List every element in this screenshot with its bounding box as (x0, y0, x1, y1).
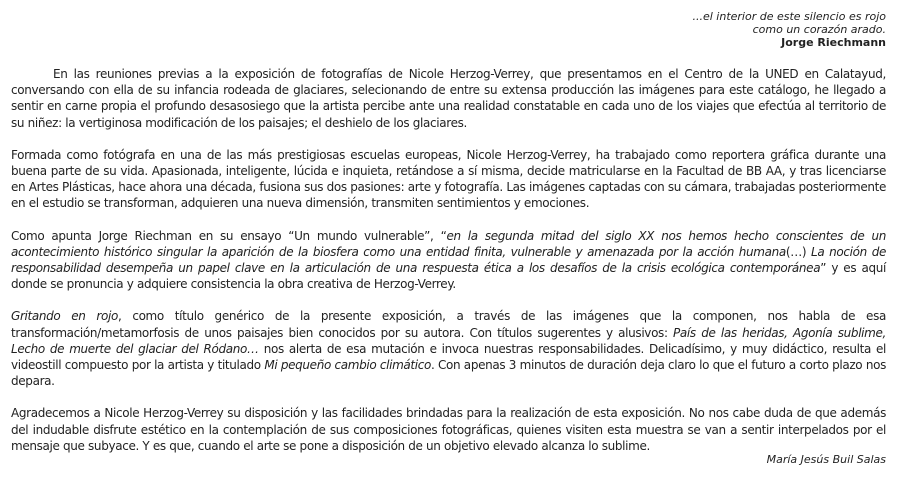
paragraph-2: Formada como fotógrafa en una de las más prestigiosas escuelas europeas, Nicole Herzog-Verrey, ha trabajado como reportera gráfica durante una buena parte de su vida. Apasionada, inteligente, lúcida e inquieta, retándose a sí misma, decide matricularse en la Facultad de BB AA, y tras licenciarse en Artes Plásticas, hace ahora una década, fusiona sus dos pasiones: arte y fotografía. Las imágenes captadas con su cámara, trabajadas posteriormente en el estudio se transforman, adquieren una nueva dimensión, transmiten sentimientos y emociones. (11, 147, 886, 211)
paragraph-3-intro: Como apunta Jorge Riechman en su ensayo “Un mundo vulnerable”, “ (11, 228, 447, 243)
epigraph-line-2: como un corazón arado. (752, 23, 886, 36)
paragraph-3-outro: ” y es aquí donde se pronuncia y adquiere consistencia la obra creativa de Herzog-Verrey. (11, 261, 886, 292)
paragraph-4 (11, 308, 886, 389)
paragraph-4-text-3: . Con apenas 3 minutos de duración deja claro lo que el futuro a corto plazo nos depara. (11, 358, 886, 389)
epigraph (626, 10, 886, 49)
video-title: Mi pequeño cambio climático (264, 358, 431, 373)
paragraph-3-quote-1: en la segunda mitad del siglo XX nos hemos hecho conscientes de un acontecimiento histórico singular la aparición de la biosfera como una entidad finita, vulnerable y amenazada por la acción humana (11, 228, 886, 259)
paragraph-1: En las reuniones previas a la exposición de fotografías de Nicole Herzog-Verrey, que presentamos en el Centro de la UNED en Calatayud, conversando con ella de su infancia rodeada de glaciares, selecionando de entre su extensa producción las imágenes para este catálogo, he llegado a sentir en carne propia el profundo desasosiego que la artista percibe ante una realidad constatable en cada uno de los viajes que efectúa al territorio de su niñez: la vertiginosa modificación de los paisajes; el deshielo de los glaciares. (11, 67, 886, 130)
paragraph-5: Agradecemos a Nicole Herzog-Verrey su disposición y las facilidades brindadas para la realización de esta exposición. No nos cabe duda de que además del indudable disfrute estético en la contemplación de sus composiciones fotográficas, quienes visiten esta muestra se van a sentir interpelados por el mensaje que subyace. Y es que, cuando el arte se pone a disposición de un objetivo elevado alcanza lo sublime. (11, 406, 886, 453)
epigraph-author: Jorge Riechmann (781, 36, 886, 49)
paragraph-3-ellipsis: (…) (785, 244, 812, 259)
article-body (11, 66, 886, 470)
paragraph-3 (11, 228, 886, 293)
author-signature: María Jesús Buil Salas (766, 453, 886, 466)
exhibition-title: Gritando en rojo (11, 309, 118, 324)
paragraph-4-text-1: , como título genérico de la presente exposición, a través de las imágenes que la componen, nos habla de esa transformación/metamorfosis de unos paisajes bien conocidos por su autora. Con títulos sugerentes y alusivos: (11, 309, 886, 340)
paragraph-4-text-2: nos alerta de esa mutación e invoca nuestras responsabilidades. Delicadísimo, y muy didáctico, resulta el videostill compuesto por la artista y titulado (11, 341, 886, 373)
epigraph-line-1: ...el interior de este silencio es rojo (692, 10, 886, 23)
work-titles: País de las heridas, Agonía sublime, Lecho de muerte del glaciar del Ródano… (11, 325, 887, 356)
paragraph-3-quote-2: La noción de responsabilidad desempeña un papel clave en la articulación de una respuesta ética a los desafíos de la crisis ecológica contemporánea (11, 244, 887, 276)
